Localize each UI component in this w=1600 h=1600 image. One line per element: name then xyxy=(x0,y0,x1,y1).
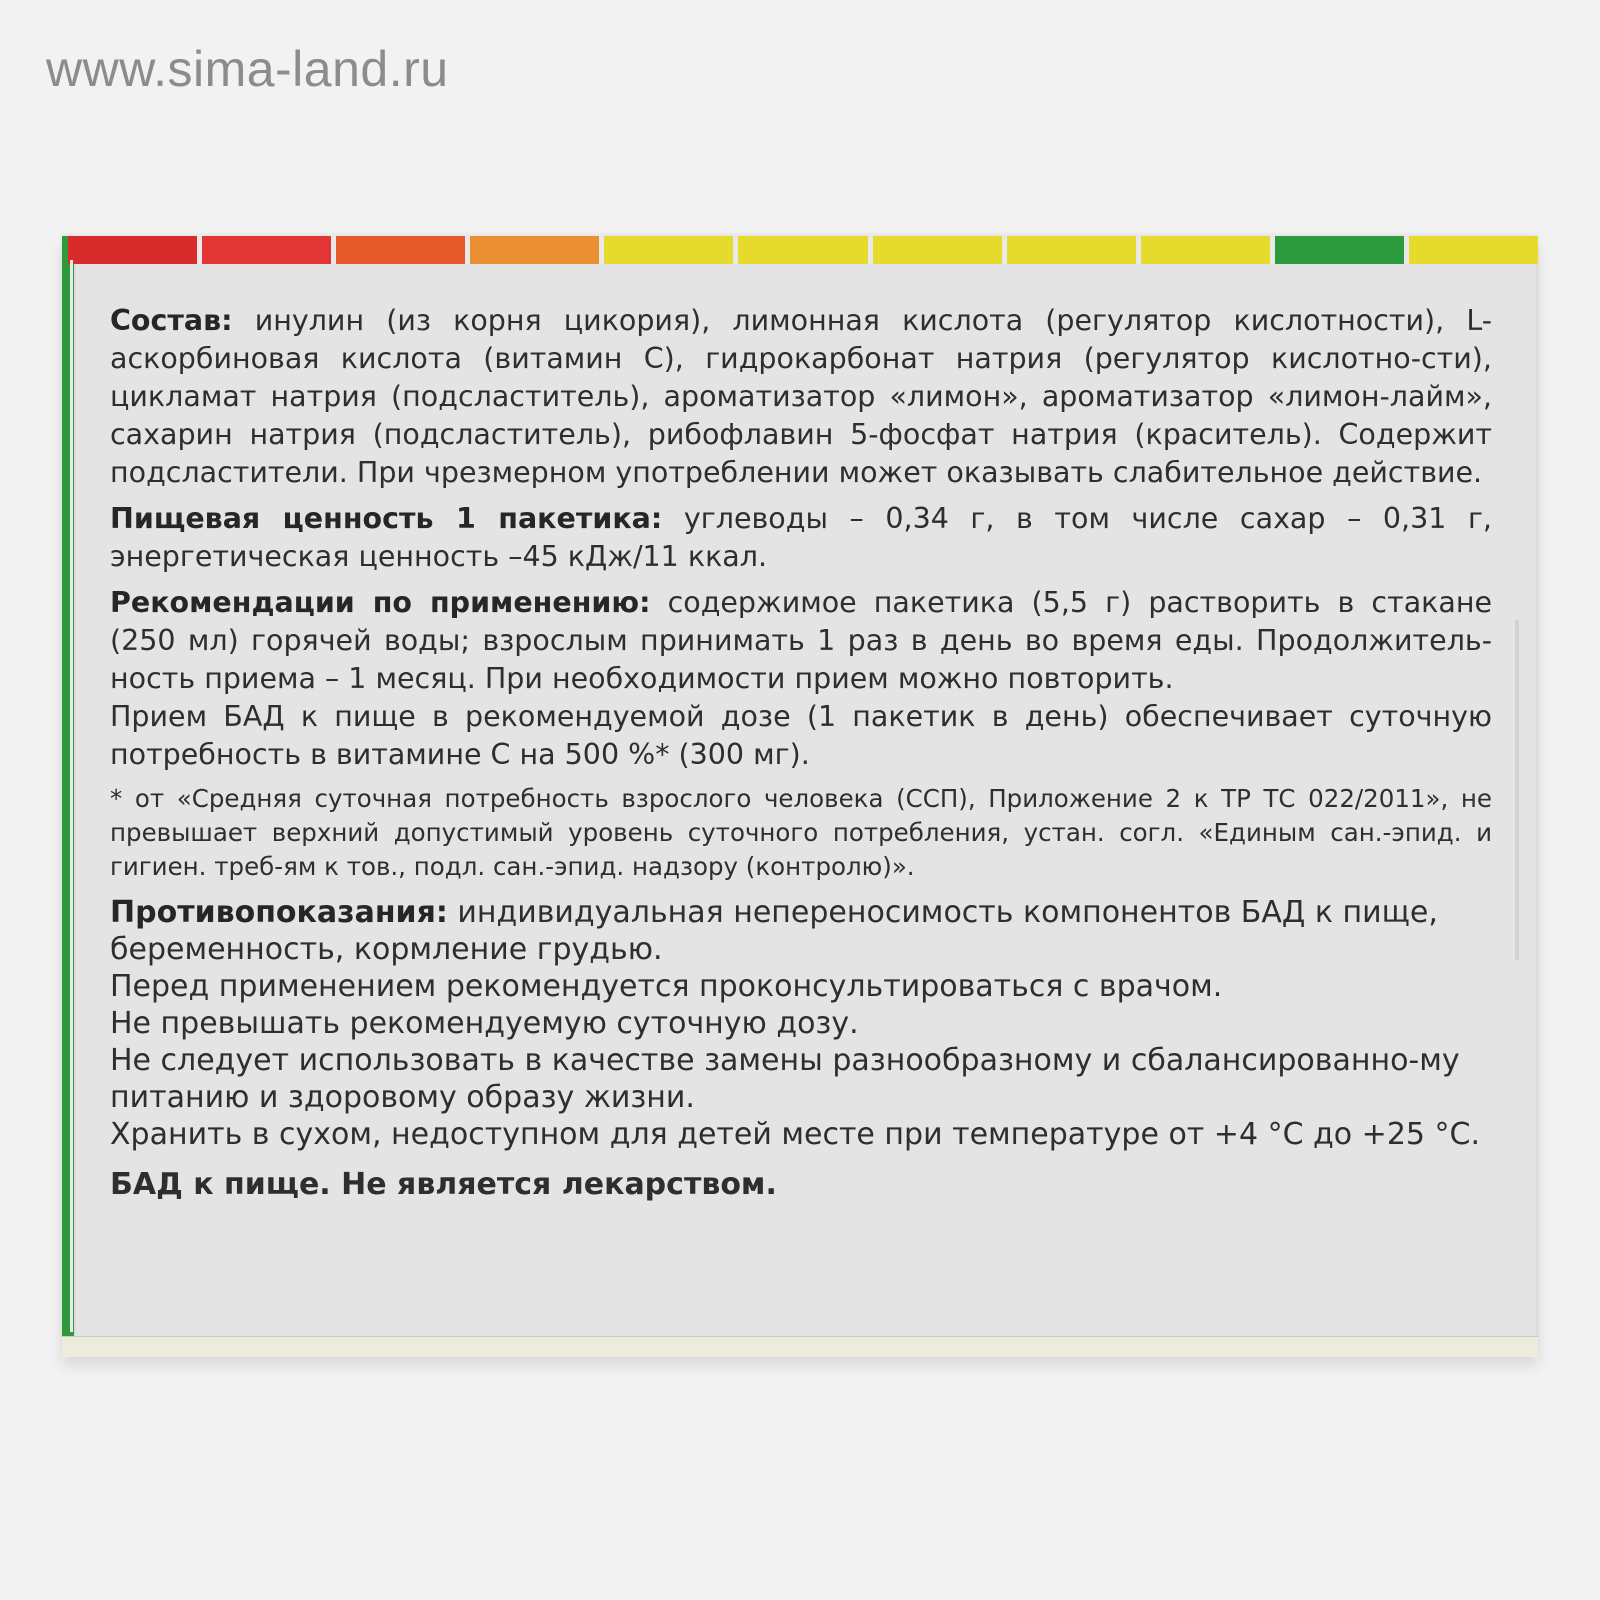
warning-line: Не следует использовать в качестве замены разнообразному и сбалансированно-му питанию и здоровому образу жизни. xyxy=(110,1043,1460,1115)
recommendations-text: содержимое пакетика (5,5 г) растворить в стакане (250 мл) горячей воды; взрослым принимать 1 раз в день во время еды. Продолжитель-ность приема – 1 месяц. При необходимости прием можно повторить. xyxy=(110,586,1493,695)
stripe-segment xyxy=(1275,236,1409,264)
nutrition-text: углеводы – 0,34 г, в том числе сахар – 0,31 г, энергетическая ценность –45 кДж/11 ккал. xyxy=(110,502,1492,573)
box-flap-crease xyxy=(1515,620,1519,960)
contraindications-label: Противопоказания: xyxy=(110,895,448,930)
color-stripe xyxy=(68,236,1538,264)
composition-paragraph xyxy=(110,302,1492,492)
stripe-segment xyxy=(202,236,336,264)
composition-label: Состав: xyxy=(110,304,233,337)
recommendations-label: Рекомендации по применению: xyxy=(110,586,651,619)
recommendations-paragraph xyxy=(110,584,1492,698)
composition-text: инулин (из корня цикория), лимонная кислота (регулятор кислотности), L-аскорбиновая кислота (витамин С), гидрокарбонат натрия (регулятор кислотно-сти), цикламат натрия (подсластитель), ароматизатор «лимон», ароматизатор «лимон-лайм», сахарин натрия (подсластитель), рибофлавин 5-фосфат натрия (краситель). Содержит подсластители. При чрезмерном употреблении может оказывать слабительное действие. xyxy=(110,304,1492,489)
stripe-segment xyxy=(1007,236,1141,264)
stripe-segment xyxy=(604,236,738,264)
box-edge-highlight xyxy=(70,260,73,1332)
box-bottom-edge xyxy=(62,1336,1538,1357)
stripe-segment xyxy=(336,236,470,264)
nutrition-label: Пищевая ценность 1 пакетика: xyxy=(110,502,663,535)
stripe-segment xyxy=(68,236,202,264)
nutrition-paragraph xyxy=(110,500,1492,576)
stripe-segment xyxy=(873,236,1007,264)
final-statement: БАД к пище. Не является лекарством. xyxy=(110,1167,777,1202)
intake-note: Прием БАД к пище в рекомендуемой дозе (1 пакетик в день) обеспечивает суточную потребность в витамине С на 500 %* (300 мг). xyxy=(110,700,1492,771)
warning-line: Перед применением рекомендуется проконсультироваться с врачом. xyxy=(110,969,1223,1004)
contraindications-text: индивидуальная непереносимость компонентов БАД к пище, беременность, кормление грудью. xyxy=(110,895,1438,967)
watermark-text: www.sima-land.ru xyxy=(46,41,449,97)
stripe-segment xyxy=(1409,236,1538,264)
warning-line: Не превышать рекомендуемую суточную дозу. xyxy=(110,1006,859,1041)
stripe-segment xyxy=(1141,236,1275,264)
label-text-block xyxy=(110,302,1492,1205)
contraindications-paragraph xyxy=(110,894,1492,968)
stripe-segment xyxy=(738,236,872,264)
stripe-segment xyxy=(470,236,604,264)
footnote: * от «Средняя суточная потребность взрослого человека (ССП), Приложение 2 к ТР ТС 022/2011», не превышает верхний допустимый уровень суточного потребления, устан. согл. «Единым сан.-эпид. и гигиен. треб-ям к тов., подл. сан.-эпид. надзору (контролю)». xyxy=(110,784,1492,881)
warning-line: Хранить в сухом, недоступном для детей месте при температуре от +4 °С до +25 °С. xyxy=(110,1117,1481,1152)
